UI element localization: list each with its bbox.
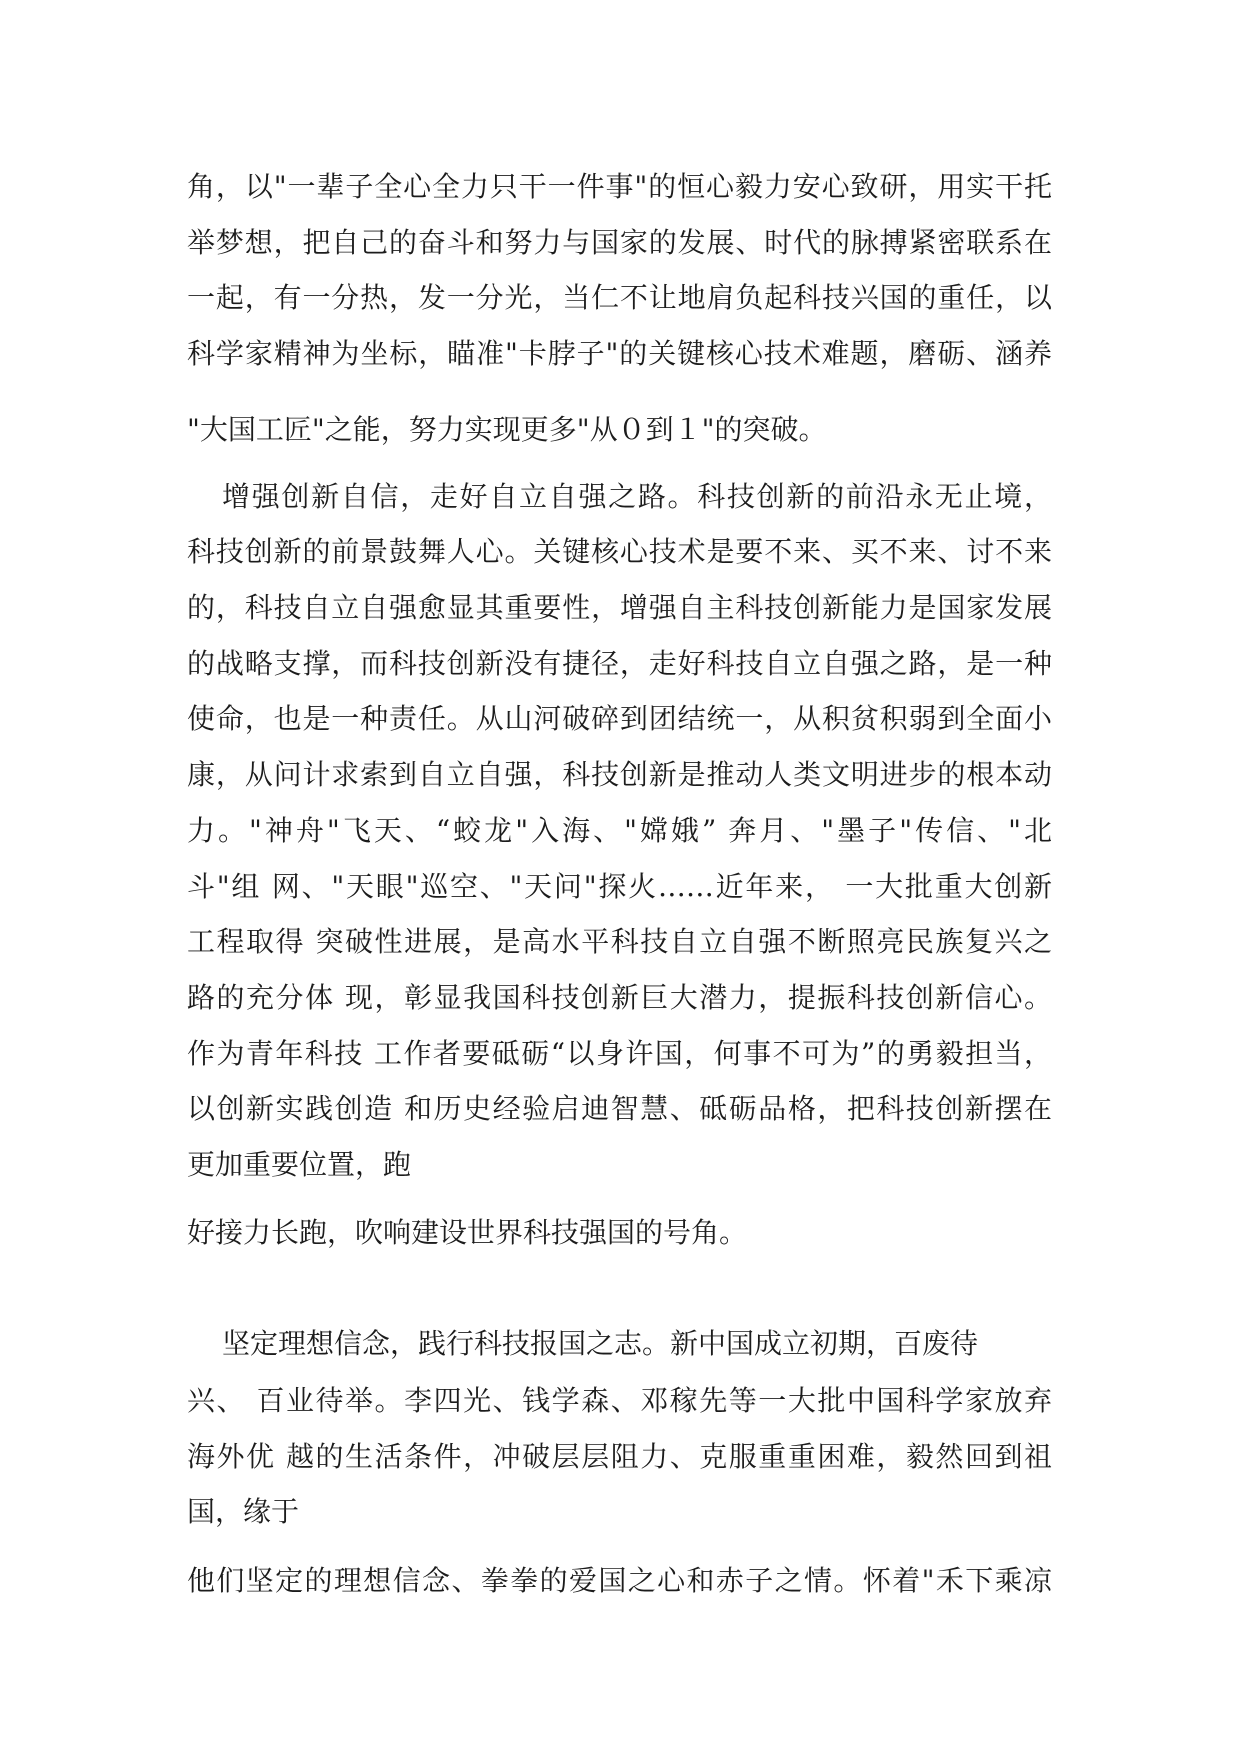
text-line: 一起，有一分热，发一分光，当仁不让地肩负起科技兴国的重任，以 (187, 281, 1052, 314)
text-line: 力。"神舟"飞天、“蛟龙"入海、"嫦娥” 奔月、"墨子"传信、"北 (187, 814, 1052, 847)
text-line: 他们坚定的理想信念、拳拳的爱国之心和赤子之情。怀着"禾下乘凉 (187, 1564, 1052, 1597)
text-line: 举梦想，把自己的奋斗和努力与国家的发展、时代的脉搏紧密联系在 (187, 226, 1052, 259)
text-line: 增强创新自信，走好自立自强之路。科技创新的前沿永无止境， (222, 480, 1052, 513)
text-line: 康，从问计求索到自立自强，科技创新是推动人类文明进步的根本动 (187, 758, 1052, 791)
text-line: 工程取得 突破性进展，是高水平科技自立自强不断照亮民族复兴之 (187, 925, 1052, 958)
text-line: 作为青年科技 工作者要砥砺“以身许国，何事不可为”的勇毅担当， (187, 1037, 1052, 1070)
text-line: 坚定理想信念，践行科技报国之志。新中国成立初期，百废待 (222, 1327, 979, 1360)
text-line: 国，缘于 (187, 1495, 300, 1528)
text-line: 的战略支撑，而科技创新没有捷径，走好科技自立自强之路，是一种 (187, 647, 1052, 680)
text-line: 使命，也是一种责任。从山河破碎到团结统一，从积贫积弱到全面小 (187, 702, 1052, 735)
text-line: "大国工匠"之能，努力实现更多"从０到１"的突破。 (187, 413, 827, 446)
text-line: 路的充分体 现，彰显我国科技创新巨大潜力，提振科技创新信心。 (187, 981, 1052, 1014)
text-line: 兴、 百业待举。李四光、钱学森、邓稼先等一大批中国科学家放弃 (187, 1384, 1052, 1417)
text-line: 斗"组 网、"天眼"巡空、"天问"探火……近年来， 一大批重大创新 (187, 870, 1052, 903)
text-line: 好接力长跑，吹响建设世界科技强国的号角。 (187, 1216, 748, 1249)
text-line: 角，以"一辈子全心全力只干一件事"的恒心毅力安心致研，用实干托 (187, 170, 1052, 203)
text-line: 以创新实践创造 和历史经验启迪智慧、砥砺品格，把科技创新摆在 (187, 1092, 1052, 1125)
text-line: 科学家精神为坐标，瞄准"卡脖子"的关键核心技术难题，磨砺、涵养 (187, 337, 1052, 370)
text-line: 的，科技自立自强愈显其重要性，增强自主科技创新能力是国家发展 (187, 591, 1052, 624)
text-line: 海外优 越的生活条件，冲破层层阻力、克服重重困难，毅然回到祖 (187, 1440, 1052, 1473)
text-line: 科技创新的前景鼓舞人心。关键核心技术是要不来、买不来、讨不来 (187, 535, 1052, 568)
text-line: 更加重要位置，跑 (187, 1148, 412, 1181)
